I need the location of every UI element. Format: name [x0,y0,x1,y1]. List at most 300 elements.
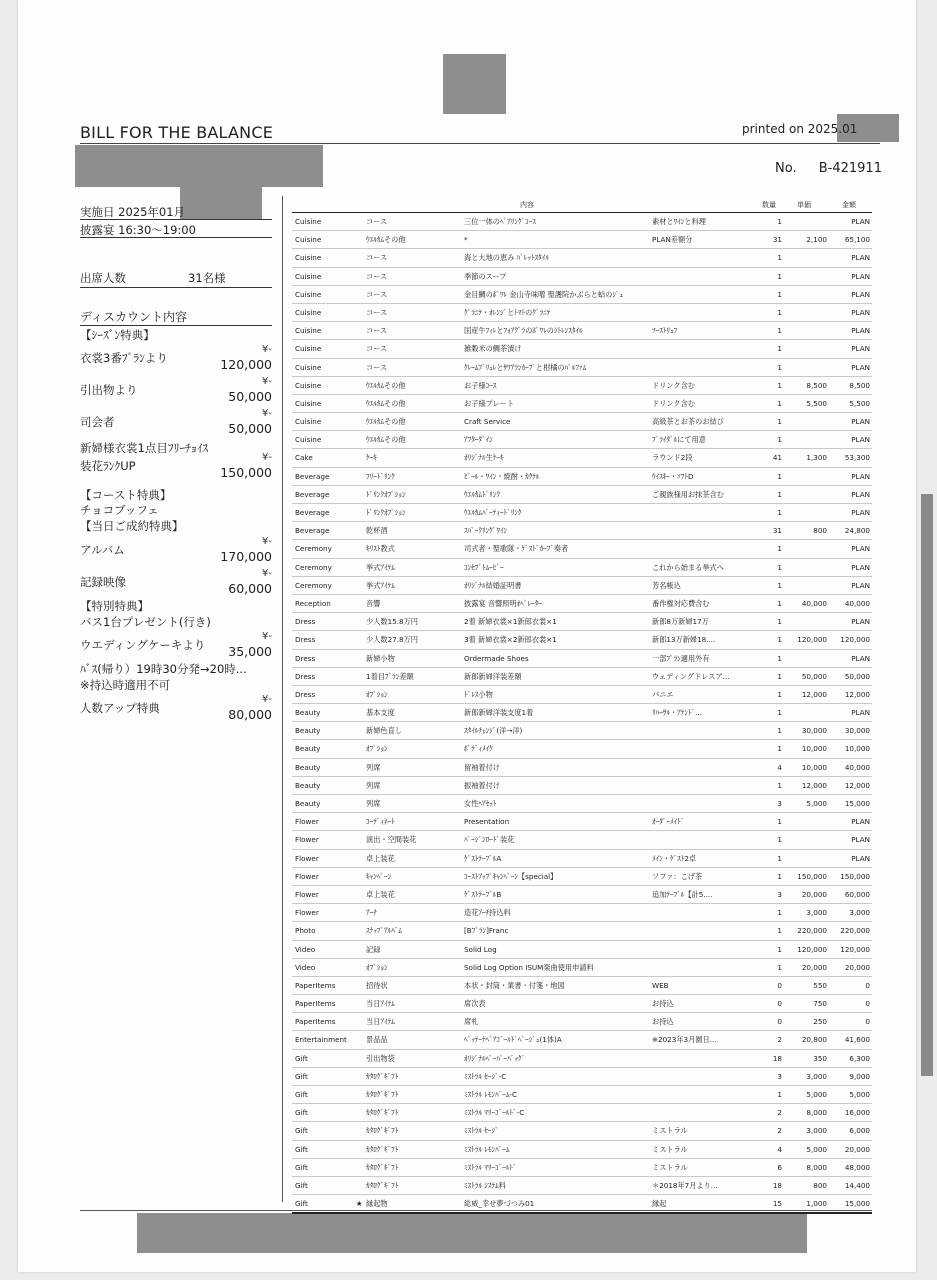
cell-item: Solid Log Option ISUM楽曲使用申請料 [464,962,594,972]
cell-item: ﾋﾞｰﾙ・ﾜｲﾝ・焼酎・ｶｸﾃﾙ [464,471,540,481]
cell-subcategory: 演出・空間装花 [366,835,417,845]
table-row [292,1104,872,1122]
discount-item-yen: ¥- [262,376,272,387]
table-header [292,199,872,211]
cell-category: PaperItems [295,1017,336,1027]
cell-note: ご親族様用お抹茶含む [652,489,724,499]
cell-subcategory: ﾄﾞﾘﾝｸｵﾌﾟｼｮﾝ [366,508,406,517]
table-row [292,650,872,668]
table-row [292,449,872,467]
table-row [292,795,872,813]
cell-category: Beverage [295,471,330,481]
cell-item: ｸﾚｰﾑﾌﾞﾘｭﾚとｻﾜｱﾗﾝｶｰﾌﾟと柑橘のﾊﾟﾙﾌｧﾑ [464,362,587,372]
table-row [292,268,872,286]
cell-amount: PLAN [851,544,870,554]
cell-category: Cuisine [295,217,322,226]
cell-note: 新郎13万新婦18.... [652,635,716,645]
cell-qty: 3 [777,889,782,899]
cell-note: ※2023年3月園日... [652,1035,717,1045]
cell-amount: PLAN [851,489,870,499]
discount-item-label: ※持込時適用不可 [80,678,171,692]
table-row [292,413,872,431]
cell-subcategory: 列席 [366,762,381,772]
cell-qty: 1 [777,380,782,390]
table-row [292,304,872,322]
bill-number-value: B-421911 [818,161,882,176]
discount-item-yen: ¥- [262,631,272,642]
cell-unit-price: 50,000 [801,671,827,681]
cell-category: Cuisine [295,253,322,263]
cell-note: ドリンク含む [652,380,695,390]
cell-qty: 1 [777,708,782,718]
discount-item-amount: 50,000 [228,421,272,436]
cell-amount: 30,000 [844,726,870,736]
cell-qty: 1 [777,726,782,736]
rule-guests [80,287,272,288]
discount-item [80,536,272,576]
discount-title: ディスカウント内容 [80,310,188,324]
table-row [292,850,872,868]
cell-amount: 9,000 [849,1071,870,1081]
discount-item-amount: 80,000 [228,707,272,722]
cell-amount: PLAN [851,580,870,590]
cell-unit-price: 40,000 [801,598,827,608]
cell-item: 海と大地の恵み ﾊﾞﾚｯﾄｽﾀｲﾙ [464,253,549,263]
cell-qty: 1 [777,617,782,627]
cell-item: 振袖着付け [464,780,500,790]
cell-qty: 1 [777,289,782,299]
cell-subcategory: 当日ｱｲﾃﾑ [366,999,395,1009]
cell-subcategory: コース [366,362,388,372]
cell-note: 追加ﾃｰﾌﾞﾙ【計5.... [652,889,713,899]
cell-item: ﾐｽﾄﾗﾙ ﾚﾓﾝﾊﾞｰﾑ-C [464,1090,518,1099]
cell-category: Dress [295,635,316,645]
cell-subcategory: コース [366,307,388,317]
discount-item-label: 装花ﾗﾝｸUP [80,459,136,473]
table-row [292,522,872,540]
cell-qty: 18 [772,1180,782,1190]
cell-unit-price: 5,000 [806,1144,827,1154]
cell-subcategory: 列席 [366,799,381,808]
cell-unit-price: 20,000 [801,962,827,972]
cell-amount: PLAN [851,307,870,317]
cell-note: 高級茶とお茶のお結び [652,417,724,427]
cell-category: Video [295,944,316,954]
cell-item: 司式者・聖歌隊・ｹﾞｽﾄﾞｶｰﾌﾞ奏者 [464,544,569,554]
table-row [292,1031,872,1049]
cell-qty: 2 [777,1126,782,1136]
cell-note: ミストラル [652,1126,688,1136]
cell-category: Beauty [295,708,321,718]
cell-qty: 1 [777,307,782,317]
cell-item: ｳｴﾙｶﾑﾊﾟｰﾃｨｰﾄﾞﾘﾝｸ [464,508,522,517]
cell-category: Gift [295,1126,308,1136]
cell-note: ドリンク含む [652,398,695,408]
cell-category: Reception [295,598,331,608]
cell-note: ﾌﾞﾗｲﾀﾞﾙにて用意 [652,435,706,445]
table-row [292,740,872,758]
cell-category: Beauty [295,780,321,790]
cell-category: Flower [295,908,319,918]
cell-unit-price: 120,000 [797,635,827,645]
cell-item: ｽﾀｲﾙﾁｪﾝｼﾞ(洋→洋) [464,726,523,736]
cell-item: Ordermade Shoes [464,653,529,663]
cell-subcategory: 縁起物 [366,1199,388,1209]
cell-item: ﾐｽﾄﾗﾙ ﾏﾘｰｺﾞｰﾙﾄﾞ-C [464,1108,525,1118]
cell-item: ﾐｽﾄﾗﾙ ﾏﾘｰｺﾞｰﾙﾄﾞ [464,1162,517,1172]
cell-note: ミストラル [652,1162,688,1172]
table-row [292,1195,872,1214]
redaction-block-footer [137,1213,807,1253]
cell-item: ｱﾌﾀｰﾀﾞｲﾝ [464,435,493,445]
cell-item: 披露宴 音響照明ｵﾍﾟﾚｰﾀｰ [464,598,542,608]
cell-category: Gift [295,1053,308,1063]
header-unit: 単価 [797,201,811,209]
cell-subcategory: 少人数27.8万円 [366,635,418,645]
table-row [292,922,872,940]
cell-category: Cuisine [295,362,322,372]
cell-amount: 50,000 [844,671,870,681]
cell-qty: 1 [777,508,782,517]
table-row [292,1122,872,1140]
cell-amount: 15,000 [844,1199,870,1209]
cell-qty: 41 [772,453,782,463]
cell-note: お持込 [652,1017,674,1027]
cell-subcategory: 招待状 [366,980,388,990]
cell-item: 留袖着付け [464,762,500,772]
cell-item: ｽﾊﾟｰｸﾘﾝｸﾞﾜｲﾝ [464,526,508,536]
table-row [292,1050,872,1068]
cell-amount: 5,000 [849,1090,870,1099]
cell-item: ｹﾞｽﾄﾃｰﾌﾞﾙA [464,853,502,863]
cell-category: Video [295,962,316,972]
cell-item: 女性ﾍｱｾｯﾄ [464,799,497,808]
cell-qty: 1 [777,362,782,372]
cell-qty: 1 [777,853,782,863]
printed-date: printed on 2025.01 [742,122,858,136]
cell-subcategory: ｶﾀﾛｸﾞｷﾞﾌﾄ [366,1090,399,1099]
cell-category: Gift [295,1090,308,1099]
table-row [292,831,872,849]
cell-subcategory: 新婦小物 [366,653,395,663]
discount-item-label: 【ｼｰｽﾞﾝ特典】 [80,328,155,342]
cell-subcategory: 景品品 [366,1035,388,1045]
cell-subcategory: ｶﾀﾛｸﾞｷﾞﾌﾄ [366,1108,399,1118]
cell-category: Gift [295,1071,308,1081]
cell-item: * [464,235,468,245]
cell-item: ｺﾝｾﾌﾟﾄﾑｰﾋﾞｰ [464,562,504,572]
table-row [292,359,872,377]
cell-item: Solid Log [464,944,497,954]
table-row [292,559,872,577]
cell-note: これから始まる挙式へ [652,562,724,572]
cell-qty: 1 [777,435,782,445]
redaction-block-name [75,145,323,187]
cell-qty: 3 [777,799,782,808]
cell-subcategory: ｶﾀﾛｸﾞｷﾞﾌﾄ [366,1162,399,1172]
cell-qty: 1 [777,598,782,608]
cell-category: Flower [295,889,319,899]
scrollbar-thumb[interactable] [921,494,933,1076]
cell-amount: PLAN [851,271,870,281]
line-items-table [292,213,872,1214]
cell-note: ミストラル [652,1144,688,1154]
discount-item-amount: 170,000 [220,549,272,564]
cell-amount: PLAN [851,508,870,517]
cell-qty: 1 [777,671,782,681]
cell-subcategory: ｷｬﾝﾍﾟｰﾝ [366,871,392,881]
discount-item-yen: ¥- [262,568,272,579]
cell-unit-price: 8,000 [806,1108,827,1118]
cell-qty: 1 [777,689,782,699]
discount-item-label: チョコブッフェ [80,503,159,517]
table-row [292,1013,872,1031]
cell-subcategory: 新婦色直し [366,726,402,736]
cell-unit-price: 3,000 [806,908,827,918]
cell-amount: 20,000 [844,1144,870,1154]
discount-item-label: 衣裳3番ﾌﾟﾗﾝより [80,351,168,365]
cell-qty: 1 [777,635,782,645]
cell-unit-price: 12,000 [801,780,827,790]
cell-subcategory: ﾌﾘｰﾄﾞﾘﾝｸ [366,471,395,481]
column-divider [282,196,283,1202]
cell-subcategory: ｵﾌﾟｼｮﾝ [366,689,388,699]
cell-unit-price: 3,000 [806,1071,827,1081]
discount-item-amount: 60,000 [228,581,272,596]
cell-item: ﾐｽﾄﾗﾙ ｼｽﾃﾑ料 [464,1180,506,1190]
cell-item: ﾍﾞｯﾃｰﾅﾍﾞｱｺﾞｰﾙﾄﾞﾍﾞｰｼﾞｭ(1体)A [464,1035,562,1045]
cell-unit-price: 800 [813,526,827,536]
cell-subcategory: ｳｴﾙｶﾑその他 [366,380,406,390]
cell-subcategory: 卓上装花 [366,853,395,863]
cell-subcategory: ｱｰﾁ [366,908,377,918]
table-row [292,468,872,486]
cell-unit-price: 8,000 [806,1162,827,1172]
cell-category: Beverage [295,489,330,499]
cell-unit-price: 30,000 [801,726,827,736]
cell-subcategory: 挙式ｱｲﾃﾑ [366,562,395,572]
cell-amount: PLAN [851,326,870,336]
cell-unit-price: 250 [813,1017,827,1027]
cell-subcategory: 当日ｱｲﾃﾑ [366,1017,395,1027]
cell-amount: 41,600 [844,1035,870,1045]
cell-qty: 1 [777,817,782,827]
cell-item: Craft Service [464,417,511,427]
cell-unit-price: 120,000 [797,944,827,954]
cell-qty: 1 [777,417,782,427]
header-qty: 数量 [762,201,776,209]
cell-item: ﾎﾞﾃﾞｨﾒｲｸ [464,744,493,754]
cell-item: 席札 [464,1017,479,1027]
cell-item: ｵﾘｼﾞﾅﾙﾍﾟｰﾊﾟｰﾊﾞｯｸﾞ [464,1053,526,1063]
cell-subcategory: コース [366,253,388,263]
cell-subcategory: 卓上装花 [366,889,395,899]
cell-item: 造花ｱｰﾁ持込料 [464,908,511,918]
discount-item-label: 引出物より [80,383,138,397]
cell-amount: 53,300 [844,453,870,463]
cell-note: ＊2018年7月より... [652,1180,718,1190]
cell-category: Gift [295,1180,308,1190]
cell-subcategory: ｽﾅｯﾌﾟｱﾙﾊﾞﾑ [366,926,402,936]
cell-unit-price: 12,000 [801,689,827,699]
cell-note: パニエ [652,689,674,699]
discount-item [80,694,272,734]
cell-category: Cake [295,453,313,463]
cell-amount: PLAN [851,344,870,354]
discount-item-label: 【コースト特典】 [80,488,172,502]
cell-note: お持込 [652,999,674,1009]
discount-item-label: 記録映像 [80,575,126,589]
table-row [292,941,872,959]
discount-item-label: バス1台プレゼント(行き) [80,615,211,629]
table-row [292,686,872,704]
table-row [292,540,872,558]
cell-amount: 8,500 [849,380,870,390]
guest-count-label: 出席人数 [80,271,126,285]
table-row [292,759,872,777]
cell-subcategory: ｶﾀﾛｸﾞｷﾞﾌﾄ [366,1126,399,1136]
cell-amount: PLAN [851,417,870,427]
cell-category: Gift [295,1199,308,1209]
cell-subcategory: 乾杯酒 [366,526,388,536]
cell-category: Cuisine [295,235,322,245]
cell-subcategory: 引出物袋 [366,1053,395,1063]
cell-category: Beverage [295,508,330,517]
cell-category: Cuisine [295,435,322,445]
cell-category: Cuisine [295,289,322,299]
cell-category: Gift [295,1144,308,1154]
cell-category: Flower [295,835,319,845]
cell-note: 芳名帳込 [652,580,681,590]
cell-amount: PLAN [851,362,870,372]
cell-amount: 15,000 [844,799,870,808]
cell-qty: 1 [777,926,782,936]
cell-subcategory: 少人数15.8万円 [366,617,418,627]
discount-item-yen: ¥- [262,536,272,547]
cell-amount: 65,100 [844,235,870,245]
cell-qty: 6 [777,1162,782,1172]
cell-subcategory: 挙式ｱｲﾃﾑ [366,580,395,590]
cell-qty: 1 [777,871,782,881]
cell-subcategory: ｳｴﾙｶﾑその他 [366,435,406,445]
rule-date [80,219,272,220]
cell-item: ｸﾞﾗﾆﾃ・ｵﾚﾝｼﾞとﾄﾏﾄのｸﾞﾗﾆﾃ [464,307,551,317]
cell-item: 金目鯛のﾎﾟﾜﾚ 金山寺味噌 聖護院かぶらと蛤のｼﾞｭ [464,289,624,299]
cell-item: 席次表 [464,999,486,1009]
cell-subcategory: コース [366,271,388,281]
cell-category: Cuisine [295,380,322,390]
cell-subcategory: ｳｴﾙｶﾑその他 [366,398,406,408]
cell-qty: 1 [777,253,782,263]
cell-category: Dress [295,671,316,681]
cell-unit-price: 8,500 [806,380,827,390]
cell-item: ｺｰｽﾄｱｯﾌﾟｷｬﾝﾍﾟｰﾝ【special】 [464,871,558,881]
table-row [292,577,872,595]
discount-item-amount: 50,000 [228,389,272,404]
cell-amount: 12,000 [844,689,870,699]
cell-note: ｿｰｽﾄﾘｭﾌ [652,326,678,336]
cell-amount: 40,000 [844,598,870,608]
table-row [292,213,872,231]
table-row [292,1159,872,1177]
table-row [292,595,872,613]
table-row [292,777,872,795]
cell-subcategory: コース [366,344,388,354]
cell-qty: 1 [777,398,782,408]
cell-item: ﾐｽﾄﾗﾙ ｾｰｼﾞ [464,1126,499,1136]
cell-amount: 3,000 [849,908,870,918]
cell-category: Flower [295,853,319,863]
cell-amount: PLAN [851,817,870,827]
cell-category: Gift [295,1108,308,1118]
cell-qty: 4 [777,1144,782,1154]
cell-category: Beauty [295,799,321,808]
cell-unit-price: 150,000 [797,871,827,881]
cell-qty: 1 [777,562,782,572]
cell-qty: 1 [777,344,782,354]
cell-qty: 31 [772,235,782,245]
discount-item-label: ウエディングケーキより [80,638,206,652]
cell-category: Dress [295,653,316,663]
cell-note: ｵｰﾀﾞｰﾒｲﾄﾞ [652,817,685,827]
cell-note: PLAN差額分 [652,235,693,245]
cell-item: 本状・封筒・業書・付箋・地図 [464,980,565,990]
cell-subcategory: 記録 [366,944,381,954]
table-row [292,377,872,395]
cell-item: 季節のスープ [464,271,507,281]
cell-category: Ceremony [295,544,332,554]
cell-qty: 1 [777,217,782,226]
table-row [292,631,872,649]
cell-item: 新郎新婦洋装支度1着 [464,708,534,718]
discount-item-label: 【当日ご成約特典】 [80,519,184,533]
cell-subcategory: ｶﾀﾛｸﾞｷﾞﾌﾄ [366,1180,399,1190]
cell-amount: 14,400 [844,1180,870,1190]
cell-subcategory: 列席 [366,780,381,790]
cell-unit-price: 3,000 [806,1126,827,1136]
cell-qty: 1 [777,653,782,663]
discount-item-amount: 35,000 [228,644,272,659]
cell-unit-price: 2,100 [806,235,827,245]
cell-category: Beauty [295,744,321,754]
cell-category: Flower [295,871,319,881]
discount-item-yen: ¥- [262,408,272,419]
cell-category: Ceremony [295,580,332,590]
cell-subcategory: ｵﾌﾟｼｮﾝ [366,744,388,754]
cell-note: WEB [652,980,669,990]
cell-category: Cuisine [295,271,322,281]
cell-subcategory: ｶﾀﾛｸﾞｷﾞﾌﾄ [366,1144,399,1154]
guest-count [80,270,272,286]
cell-amount: PLAN [851,217,870,226]
cell-qty: 4 [777,762,782,772]
cell-qty: 3 [777,1071,782,1081]
cell-amount: PLAN [851,289,870,299]
cell-subcategory: 基本支度 [366,708,395,718]
cell-category: Beauty [295,762,321,772]
cell-category: Photo [295,926,316,936]
cell-qty: 31 [772,526,782,536]
cell-category: Cuisine [295,326,322,336]
guest-count-value: 31名様 [188,271,226,285]
title-rule [80,143,880,144]
cell-category: Entertainment [295,1035,347,1045]
discount-item-label: 新婦様衣裳1点目ﾌﾘｰﾁｮｲｽ [80,441,209,455]
table-row [292,322,872,340]
cell-qty: 1 [777,1090,782,1099]
cell-qty: 2 [777,1108,782,1118]
cell-subcategory: ﾄﾞﾘﾝｸｵﾌﾟｼｮﾝ [366,489,406,499]
